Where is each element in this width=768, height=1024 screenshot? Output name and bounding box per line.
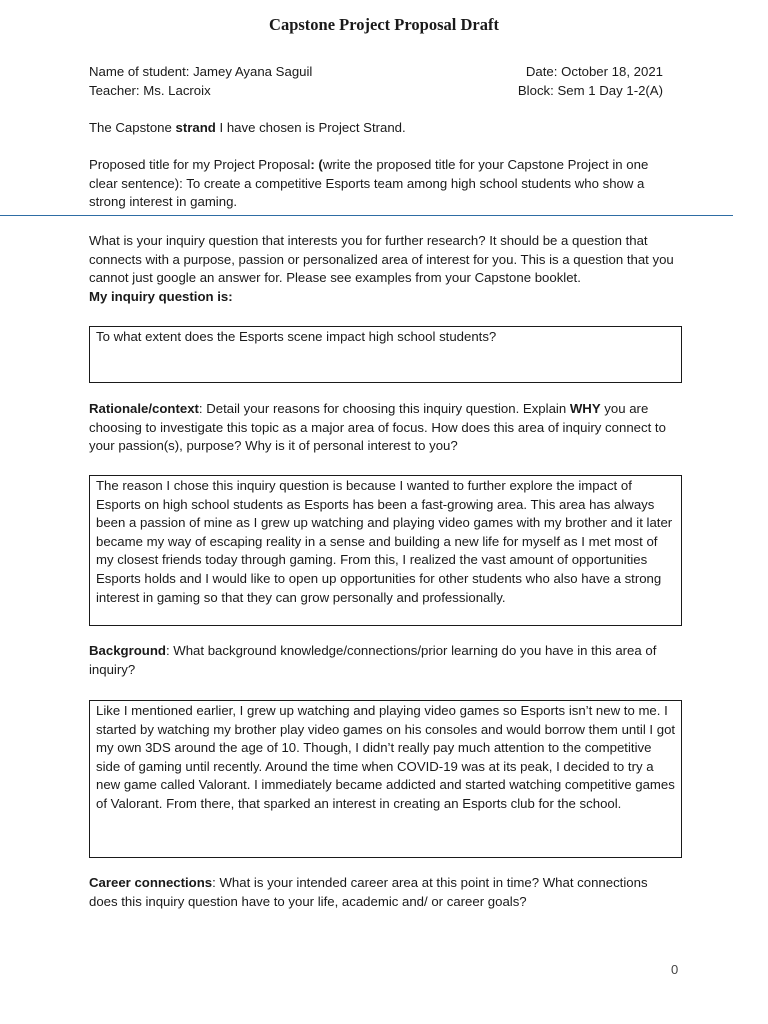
block: Block: Sem 1 Day 1-2(A) xyxy=(517,83,663,98)
career-prompt xyxy=(89,874,669,911)
document-title: Capstone Project Proposal Draft xyxy=(269,15,499,34)
background-text: : What background knowledge/connections/prior learning do you have in this area of inquiry? xyxy=(89,643,657,677)
page-number: 0 xyxy=(671,962,679,977)
background-label: Background xyxy=(89,643,166,658)
rationale-answer: The reason I chose this inquiry question is because I wanted to further explore the impact of Esports on high school students as Esports has been a fast-growing area. This area has always been a passion of mine as I grew up watching and playing video games with my brother and it later became my way of escaping reality in a sense and building a new life for myself as I met most of my closest friends today through gaming. From this, I realized the vast amount of opportunities Esports holds and I would like to open up opportunities for other students who also have a strong interest in gaming so that they can grow personally and professionally. xyxy=(96,478,673,605)
rationale-answer-box xyxy=(89,475,682,626)
meta-row-1 xyxy=(89,63,663,82)
career-label: Career connections xyxy=(89,875,213,890)
background-prompt xyxy=(89,642,669,679)
date: Date: October 18, 2021 xyxy=(525,64,663,79)
proposed-title-text: write the proposed title for your Capstone Project in one clear sentence): To create a competitive Esports team among high school students who show a strong interest in gaming. xyxy=(89,157,649,210)
inquiry-label xyxy=(89,288,689,307)
horizontal-divider xyxy=(0,215,733,216)
rationale-label: Rationale/context xyxy=(89,401,199,416)
inquiry-prompt: What is your inquiry question that interests you for further research? It should be a question that connects with a purpose, passion or personalized area of interest for you. This is a question that you cannot just google an answer for. Please see examples from your Capstone booklet. xyxy=(89,233,674,286)
meta-row-2 xyxy=(89,82,663,101)
proposed-title-colon: : ( xyxy=(310,157,323,172)
inquiry-answer-box xyxy=(89,326,682,383)
strand-text-after: I have chosen is Project Strand. xyxy=(215,120,406,135)
strand-bold: strand xyxy=(175,120,216,135)
proposed-title-paragraph xyxy=(89,156,679,212)
rationale-text-a: : Detail your reasons for choosing this inquiry question. Explain xyxy=(198,401,570,416)
inquiry-label-text: My inquiry question is: xyxy=(89,289,233,304)
rationale-text-b: you are choosing to investigate this topic as a major area of focus. How does this area of inquiry connect to your passion(s), purpose? Why is it of personal interest to you? xyxy=(89,401,666,454)
proposed-title-label: Proposed title for my Project Proposal xyxy=(89,157,311,172)
career-text: : What is your intended career area at this point in time? What connections does this inquiry question have to your life, academic and/ or career goals? xyxy=(89,875,648,909)
rationale-prompt xyxy=(89,400,683,456)
teacher-name: Teacher: Ms. Lacroix xyxy=(89,83,211,98)
rationale-why: WHY xyxy=(569,401,601,416)
strand-text-before: The Capstone xyxy=(89,120,176,135)
background-answer: Like I mentioned earlier, I grew up watching and playing video games so Esports isn’t new to me. I started by watching my brother play video games on his consoles and would borrow them until I got my own 3DS around the age of 10. Though, I didn’t really pay much attention to the competitive side of gaming until recently. Around the time when COVID-19 was at its peak, I decided to try a new game called Valorant. I immediately became addicted and started watching competitive games of Valorant. From there, that sparked an interest in creating an Esports club for the school. xyxy=(96,703,676,811)
background-answer-box xyxy=(89,700,682,858)
student-name: Name of student: Jamey Ayana Saguil xyxy=(89,64,313,79)
strand-paragraph xyxy=(89,119,689,138)
inquiry-answer: To what extent does the Esports scene impact high school students? xyxy=(96,329,497,344)
